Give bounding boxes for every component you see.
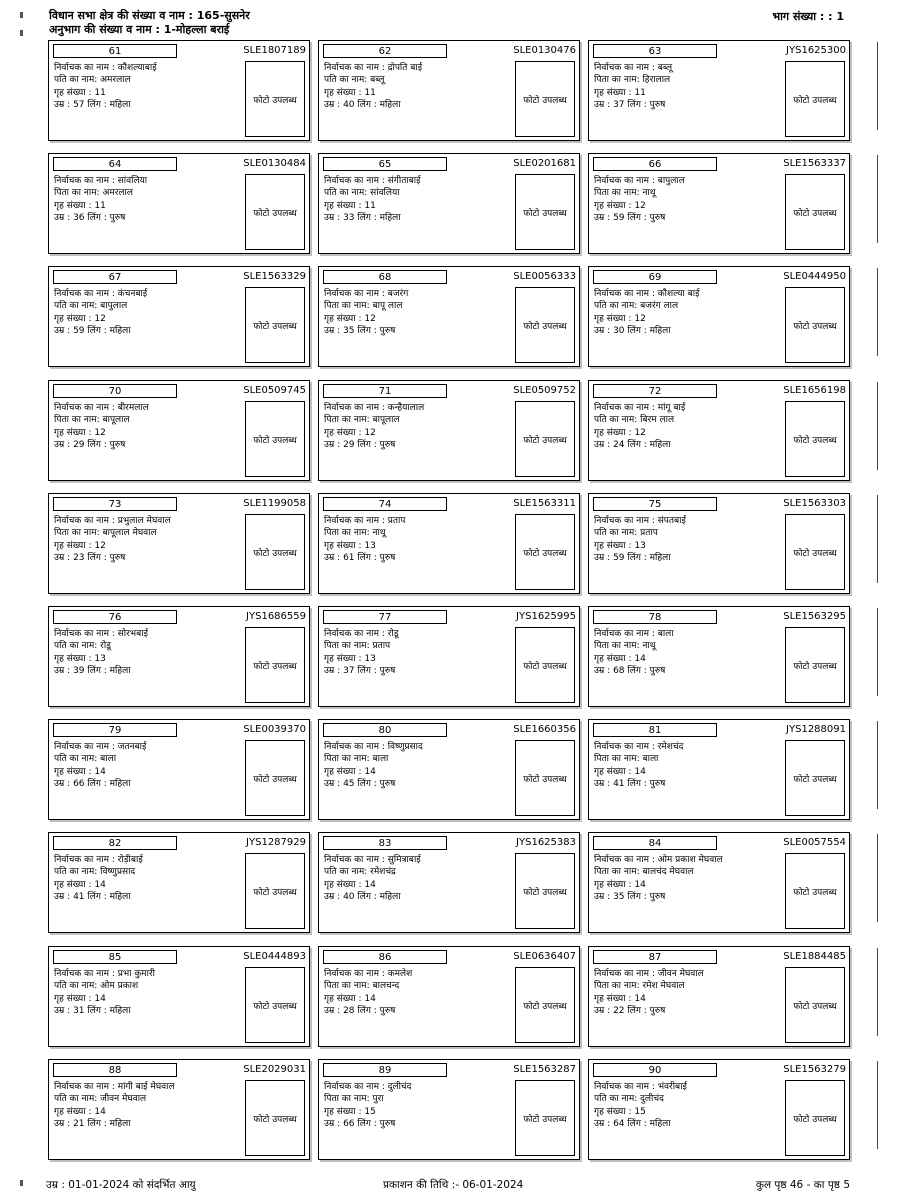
voter-card	[48, 606, 310, 707]
voter-details	[324, 402, 424, 451]
voter-name: निर्वाचक का नाम : मांगू बाई	[594, 403, 686, 413]
relation-name: पिता का नाम: बालचन्द	[324, 981, 400, 992]
voter-name: निर्वाचक का नाम : रोड़ीबाई	[54, 855, 143, 865]
voter-serial-number: 62	[323, 44, 447, 58]
photo-placeholder: फोटो उपलब्ध	[785, 514, 845, 590]
voter-details	[54, 854, 143, 903]
voter-card	[48, 493, 310, 594]
voter-details	[324, 854, 421, 903]
voter-details	[324, 288, 408, 337]
voter-serial-number: 81	[593, 723, 717, 737]
voter-serial-number: 64	[53, 157, 177, 171]
voter-card	[48, 719, 310, 820]
house-number: गृह संख्या : 13	[54, 653, 106, 664]
voter-details	[54, 968, 155, 1017]
age-gender: उम्र : 40 लिंग : महिला	[324, 99, 401, 110]
voter-serial-number: 75	[593, 497, 717, 511]
relation-name: पिता का नाम: नाथू	[594, 641, 656, 652]
relation-name: पिता का नाम: नाथू	[324, 528, 386, 539]
voter-details	[324, 628, 399, 677]
voter-epic-id: SLE2029031	[243, 1064, 306, 1075]
house-number: गृह संख्या : 11	[594, 87, 646, 98]
voter-serial-number: 67	[53, 270, 177, 284]
voter-name: निर्वाचक का नाम : प्रताप	[324, 516, 406, 526]
house-number: गृह संख्या : 14	[54, 879, 106, 890]
house-number: गृह संख्या : 14	[594, 653, 646, 664]
voter-epic-id: JYS1625300	[786, 45, 846, 56]
age-gender: उम्र : 29 लिंग : पुरुष	[324, 439, 396, 450]
voter-name: निर्वाचक का नाम : बीरमलाल	[54, 403, 149, 413]
relation-name: पिता का नाम: पुरा	[324, 1094, 384, 1105]
relation-name: पति का नाम: बब्लू	[324, 75, 385, 86]
house-number: गृह संख्या : 14	[54, 766, 106, 777]
voter-serial-number: 66	[593, 157, 717, 171]
age-gender: उम्र : 68 लिंग : पुरुष	[594, 665, 666, 676]
voter-card	[588, 946, 850, 1047]
photo-placeholder: फोटो उपलब्ध	[785, 967, 845, 1043]
voter-details	[594, 175, 685, 224]
house-number: गृह संख्या : 12	[54, 313, 106, 324]
age-gender: उम्र : 23 लिंग : पुरुष	[54, 552, 126, 563]
photo-placeholder: फोटो उपलब्ध	[245, 514, 305, 590]
voter-card	[318, 153, 580, 254]
edge-tick	[877, 1061, 878, 1149]
house-number: गृह संख्या : 14	[324, 993, 376, 1004]
voter-card	[48, 266, 310, 367]
voter-name: निर्वाचक का नाम : कौशल्या बाई	[594, 289, 700, 299]
relation-name: पति का नाम: बाला	[54, 754, 117, 765]
edge-tick	[877, 834, 878, 922]
voter-epic-id: SLE1563295	[783, 611, 846, 622]
voter-serial-number: 89	[323, 1063, 447, 1077]
voter-details	[324, 1081, 411, 1130]
voter-name: निर्वाचक का नाम : बापुलाल	[594, 176, 685, 186]
relation-name: पति का नाम: बापुलाल	[54, 301, 128, 312]
voter-name: निर्वाचक का नाम : बाला	[594, 629, 674, 639]
voter-card	[588, 493, 850, 594]
relation-name: पिता का नाम: बाला	[324, 754, 389, 765]
age-gender: उम्र : 30 लिंग : महिला	[594, 325, 671, 336]
photo-placeholder: फोटो उपलब्ध	[785, 287, 845, 363]
voter-details	[54, 741, 146, 790]
voter-serial-number: 69	[593, 270, 717, 284]
photo-placeholder: फोटो उपलब्ध	[785, 174, 845, 250]
edge-tick	[877, 268, 878, 356]
voter-details	[324, 968, 412, 1017]
edge-tick	[877, 42, 878, 130]
voter-epic-id: JYS1625995	[516, 611, 576, 622]
relation-name: पति का नाम: रोडू	[54, 641, 111, 652]
house-number: गृह संख्या : 11	[324, 87, 376, 98]
edge-tick	[877, 382, 878, 470]
voter-card	[588, 1059, 850, 1160]
house-number: गृह संख्या : 12	[54, 427, 106, 438]
relation-name: पति का नाम: सांवलिया	[324, 188, 400, 199]
relation-name: पति का नाम: दुलीचंद	[594, 1094, 664, 1105]
photo-placeholder: फोटो उपलब्ध	[515, 514, 575, 590]
photo-placeholder: फोटो उपलब्ध	[785, 627, 845, 703]
voter-name: निर्वाचक का नाम : रोडू	[324, 629, 399, 639]
voter-name: निर्वाचक का नाम : जीवन मेघवाल	[594, 969, 704, 979]
voter-serial-number: 90	[593, 1063, 717, 1077]
age-gender: उम्र : 37 लिंग : पुरुष	[324, 665, 396, 676]
voter-name: निर्वाचक का नाम : कौशल्याबाई	[54, 63, 157, 73]
house-number: गृह संख्या : 14	[324, 879, 376, 890]
house-number: गृह संख्या : 15	[594, 1106, 646, 1117]
voter-epic-id: SLE0509752	[513, 385, 576, 396]
voter-card	[48, 380, 310, 481]
voter-serial-number: 68	[323, 270, 447, 284]
age-gender: उम्र : 24 लिंग : महिला	[594, 439, 671, 450]
voter-name: निर्वाचक का नाम : मांगी बाई मेघवाल	[54, 1082, 175, 1092]
age-gender: उम्र : 59 लिंग : महिला	[594, 552, 671, 563]
edge-tick	[877, 155, 878, 243]
voter-name: निर्वाचक का नाम : कंचनबाई	[54, 289, 148, 299]
page-count: कुल पृष्ठ 46 - का पृष्ठ 5	[755, 1179, 850, 1191]
age-gender: उम्र : 66 लिंग : पुरुष	[324, 1118, 396, 1129]
voter-card	[588, 380, 850, 481]
voter-serial-number: 77	[323, 610, 447, 624]
voter-serial-number: 80	[323, 723, 447, 737]
house-number: गृह संख्या : 12	[594, 313, 646, 324]
publish-date: प्रकाशन की तिथि :- 06-01-2024	[383, 1179, 524, 1191]
voter-epic-id: SLE1884485	[783, 951, 846, 962]
photo-placeholder: फोटो उपलब्ध	[515, 1080, 575, 1156]
age-gender: उम्र : 36 लिंग : पुरुष	[54, 212, 126, 223]
constituency-title: विधान सभा क्षेत्र की संख्या व नाम : 165-सुसनेर	[49, 9, 250, 22]
photo-placeholder: फोटो उपलब्ध	[515, 740, 575, 816]
relation-name: पति का नाम: अमरलाल	[54, 75, 131, 86]
photo-placeholder: फोटो उपलब्ध	[245, 1080, 305, 1156]
voter-serial-number: 74	[323, 497, 447, 511]
age-gender: उम्र : 21 लिंग : महिला	[54, 1118, 131, 1129]
relation-name: पिता का नाम: बापूलाल	[324, 415, 400, 426]
voter-epic-id: SLE0056333	[513, 271, 576, 282]
age-gender: उम्र : 35 लिंग : पुरुष	[594, 891, 666, 902]
photo-placeholder: फोटो उपलब्ध	[785, 401, 845, 477]
voter-details	[594, 628, 674, 677]
edge-mark	[20, 1180, 23, 1186]
voter-epic-id: JYS1287929	[246, 837, 306, 848]
age-gender: उम्र : 57 लिंग : महिला	[54, 99, 131, 110]
house-number: गृह संख्या : 14	[54, 1106, 106, 1117]
voter-name: निर्वाचक का नाम : सुमित्राबाई	[324, 855, 421, 865]
voter-name: निर्वाचक का नाम : विष्णुप्रसाद	[324, 742, 423, 752]
house-number: गृह संख्या : 11	[54, 87, 106, 98]
voter-epic-id: SLE0130484	[243, 158, 306, 169]
relation-name: पति का नाम: ओम प्रकाश	[54, 981, 139, 992]
age-gender: उम्र : 66 लिंग : महिला	[54, 778, 131, 789]
voter-card	[318, 266, 580, 367]
photo-placeholder: फोटो उपलब्ध	[785, 853, 845, 929]
voter-epic-id: SLE0444893	[243, 951, 306, 962]
age-gender: उम्र : 39 लिंग : महिला	[54, 665, 131, 676]
photo-placeholder: फोटो उपलब्ध	[245, 401, 305, 477]
voter-epic-id: SLE1563279	[783, 1064, 846, 1075]
age-gender: उम्र : 40 लिंग : महिला	[324, 891, 401, 902]
house-number: गृह संख्या : 13	[594, 540, 646, 551]
edge-mark	[20, 12, 23, 18]
photo-placeholder: फोटो उपलब्ध	[515, 853, 575, 929]
relation-name: पिता का नाम: रमेश मेघवाल	[594, 981, 685, 992]
age-gender: उम्र : 45 लिंग : पुरुष	[324, 778, 396, 789]
voter-details	[594, 402, 685, 451]
voter-card	[318, 380, 580, 481]
house-number: गृह संख्या : 14	[54, 993, 106, 1004]
house-number: गृह संख्या : 14	[594, 879, 646, 890]
house-number: गृह संख्या : 12	[324, 313, 376, 324]
house-number: गृह संख्या : 14	[594, 766, 646, 777]
voter-details	[594, 515, 686, 564]
voter-epic-id: SLE1563287	[513, 1064, 576, 1075]
voter-card	[318, 1059, 580, 1160]
voter-details	[594, 1081, 687, 1130]
age-gender: उम्र : 59 लिंग : महिला	[54, 325, 131, 336]
voter-details	[594, 288, 700, 337]
photo-placeholder: फोटो उपलब्ध	[785, 740, 845, 816]
age-gender: उम्र : 41 लिंग : महिला	[54, 891, 131, 902]
photo-placeholder: फोटो उपलब्ध	[515, 967, 575, 1043]
house-number: गृह संख्या : 14	[594, 993, 646, 1004]
relation-name: पिता का नाम: प्रताप	[324, 641, 391, 652]
house-number: गृह संख्या : 11	[324, 200, 376, 211]
voter-card	[588, 606, 850, 707]
age-gender: उम्र : 33 लिंग : महिला	[324, 212, 401, 223]
voter-serial-number: 76	[53, 610, 177, 624]
voter-card	[588, 40, 850, 141]
voter-epic-id: SLE0039370	[243, 724, 306, 735]
relation-name: पिता का नाम: बालचंद मेघवाल	[594, 867, 694, 878]
photo-placeholder: फोटो उपलब्ध	[245, 740, 305, 816]
voter-name: निर्वाचक का नाम : सांवलिया	[54, 176, 148, 186]
voter-card	[588, 153, 850, 254]
age-gender: उम्र : 31 लिंग : महिला	[54, 1005, 131, 1016]
age-gender: उम्र : 41 लिंग : पुरुष	[594, 778, 666, 789]
photo-placeholder: फोटो उपलब्ध	[245, 967, 305, 1043]
voter-epic-id: SLE1807189	[243, 45, 306, 56]
voter-details	[324, 515, 405, 564]
voter-card	[588, 832, 850, 933]
voter-epic-id: JYS1625383	[516, 837, 576, 848]
photo-placeholder: फोटो उपलब्ध	[245, 174, 305, 250]
house-number: गृह संख्या : 12	[324, 427, 376, 438]
voter-serial-number: 73	[53, 497, 177, 511]
photo-placeholder: फोटो उपलब्ध	[785, 61, 845, 137]
voter-serial-number: 78	[593, 610, 717, 624]
page-header	[49, 9, 250, 37]
voter-epic-id: SLE0444950	[783, 271, 846, 282]
edge-mark	[20, 30, 23, 36]
voter-name: निर्वाचक का नाम : कन्हैयालाल	[324, 403, 425, 413]
voter-serial-number: 61	[53, 44, 177, 58]
voter-serial-number: 70	[53, 384, 177, 398]
photo-placeholder: फोटो उपलब्ध	[245, 853, 305, 929]
voter-details	[594, 968, 704, 1017]
voter-details	[54, 402, 149, 451]
part-number: भाग संख्या : : 1	[772, 10, 844, 23]
relation-name: पति का नाम: बजरंग लाल	[594, 301, 679, 312]
voter-details	[54, 62, 157, 111]
voter-epic-id: JYS1288091	[786, 724, 846, 735]
relation-name: पिता का नाम: अमरलाल	[54, 188, 133, 199]
voter-epic-id: SLE1563311	[513, 498, 576, 509]
relation-name: पिता का नाम: नाथू	[594, 188, 656, 199]
relation-name: पति का नाम: रमेशचंद्र	[324, 867, 396, 878]
age-gender: उम्र : 59 लिंग : पुरुष	[594, 212, 666, 223]
voter-card	[318, 719, 580, 820]
photo-placeholder: फोटो उपलब्ध	[245, 287, 305, 363]
voter-serial-number: 79	[53, 723, 177, 737]
voter-epic-id: SLE0201681	[513, 158, 576, 169]
voter-epic-id: SLE1563329	[243, 271, 306, 282]
voter-epic-id: JYS1686559	[246, 611, 306, 622]
photo-placeholder: फोटो उपलब्ध	[515, 174, 575, 250]
relation-name: पिता का नाम: बाला	[594, 754, 659, 765]
voter-name: निर्वाचक का नाम : भंवरीबाई	[594, 1082, 687, 1092]
voter-card	[318, 606, 580, 707]
edge-tick	[877, 721, 878, 809]
voter-details	[594, 854, 723, 903]
relation-name: पति का नाम: विष्णुप्रसाद	[54, 867, 136, 878]
relation-name: पिता का नाम: बापूलाल	[54, 415, 130, 426]
photo-placeholder: फोटो उपलब्ध	[515, 287, 575, 363]
relation-name: पति का नाम: जीवन मेघवाल	[54, 1094, 147, 1105]
relation-name: पति का नाम: प्रताप	[594, 528, 658, 539]
voter-name: निर्वाचक का नाम : द्रोपति बाई	[324, 63, 423, 73]
voter-details	[54, 515, 171, 564]
relation-name: पिता का नाम: हिरालाल	[594, 75, 671, 86]
voter-serial-number: 72	[593, 384, 717, 398]
relation-name: पिता का नाम: बापूलाल मेघवाल	[54, 528, 157, 539]
photo-placeholder: फोटो उपलब्ध	[515, 61, 575, 137]
voter-epic-id: SLE1563303	[783, 498, 846, 509]
voter-name: निर्वाचक का नाम : जतनबाई	[54, 742, 147, 752]
section-title: अनुभाग की संख्या व नाम : 1-मोहल्ला बराई	[49, 23, 230, 36]
house-number: गृह संख्या : 12	[54, 540, 106, 551]
voter-epic-id: SLE1660356	[513, 724, 576, 735]
voter-name: निर्वाचक का नाम : संपतबाई	[594, 516, 686, 526]
voter-name: निर्वाचक का नाम : सोरभबाई	[54, 629, 149, 639]
edge-tick	[877, 948, 878, 1036]
voter-serial-number: 71	[323, 384, 447, 398]
voter-card	[48, 1059, 310, 1160]
voter-serial-number: 85	[53, 950, 177, 964]
photo-placeholder: फोटो उपलब्ध	[515, 627, 575, 703]
voter-epic-id: SLE0636407	[513, 951, 576, 962]
edge-tick	[877, 495, 878, 583]
age-gender: उम्र : 22 लिंग : पुरुष	[594, 1005, 666, 1016]
voter-epic-id: SLE0057554	[783, 837, 846, 848]
voter-name: निर्वाचक का नाम : प्रभा कुमारी	[54, 969, 155, 979]
house-number: गृह संख्या : 14	[324, 766, 376, 777]
voter-name: निर्वाचक का नाम : संगीताबाई	[324, 176, 421, 186]
age-reference-note: उम्र : 01-01-2024 को संदर्भित आयु	[46, 1179, 196, 1191]
photo-placeholder: फोटो उपलब्ध	[515, 401, 575, 477]
age-gender: उम्र : 37 लिंग : पुरुष	[594, 99, 666, 110]
voter-details	[594, 62, 672, 111]
voter-epic-id: SLE0509745	[243, 385, 306, 396]
voter-name: निर्वाचक का नाम : कमलेश	[324, 969, 413, 979]
voter-name: निर्वाचक का नाम : दुलीचंद	[324, 1082, 412, 1092]
house-number: गृह संख्या : 12	[594, 427, 646, 438]
house-number: गृह संख्या : 15	[324, 1106, 376, 1117]
voter-details	[594, 741, 683, 790]
voter-details	[54, 628, 148, 677]
voter-epic-id: SLE1656198	[783, 385, 846, 396]
voter-card	[318, 832, 580, 933]
voter-name: निर्वाचक का नाम : बजरंग	[324, 289, 409, 299]
edge-tick	[877, 608, 878, 696]
voter-details	[54, 1081, 175, 1130]
voter-name: निर्वाचक का नाम : प्रभुलाल मेघवाल	[54, 516, 171, 526]
photo-placeholder: फोटो उपलब्ध	[245, 627, 305, 703]
voter-card	[48, 153, 310, 254]
voter-card	[48, 40, 310, 141]
voter-card	[588, 719, 850, 820]
voter-card	[318, 493, 580, 594]
voter-card	[318, 946, 580, 1047]
voter-epic-id: SLE1563337	[783, 158, 846, 169]
voter-serial-number: 63	[593, 44, 717, 58]
voter-name: निर्वाचक का नाम : बब्लू	[594, 63, 673, 73]
age-gender: उम्र : 61 लिंग : पुरुष	[324, 552, 396, 563]
house-number: गृह संख्या : 13	[324, 540, 376, 551]
voter-epic-id: SLE1199058	[243, 498, 306, 509]
voter-name: निर्वाचक का नाम : ओम प्रकाश मेघवाल	[594, 855, 723, 865]
photo-placeholder: फोटो उपलब्ध	[245, 61, 305, 137]
voter-serial-number: 82	[53, 836, 177, 850]
house-number: गृह संख्या : 11	[54, 200, 106, 211]
voter-serial-number: 84	[593, 836, 717, 850]
voter-card	[48, 946, 310, 1047]
photo-placeholder: फोटो उपलब्ध	[785, 1080, 845, 1156]
age-gender: उम्र : 28 लिंग : पुरुष	[324, 1005, 396, 1016]
voter-serial-number: 83	[323, 836, 447, 850]
voter-details	[324, 741, 423, 790]
voter-serial-number: 86	[323, 950, 447, 964]
voter-serial-number: 87	[593, 950, 717, 964]
house-number: गृह संख्या : 12	[594, 200, 646, 211]
voter-card	[48, 832, 310, 933]
house-number: गृह संख्या : 13	[324, 653, 376, 664]
voter-details	[54, 288, 147, 337]
voter-details	[324, 175, 421, 224]
relation-name: पिता का नाम: बापू लाल	[324, 301, 403, 312]
voter-epic-id: SLE0130476	[513, 45, 576, 56]
age-gender: उम्र : 35 लिंग : पुरुष	[324, 325, 396, 336]
age-gender: उम्र : 29 लिंग : पुरुष	[54, 439, 126, 450]
voter-card	[318, 40, 580, 141]
voter-details	[54, 175, 147, 224]
voter-details	[324, 62, 422, 111]
voter-serial-number: 65	[323, 157, 447, 171]
age-gender: उम्र : 64 लिंग : महिला	[594, 1118, 671, 1129]
voter-name: निर्वाचक का नाम : रमेशचंद	[594, 742, 684, 752]
voter-serial-number: 88	[53, 1063, 177, 1077]
relation-name: पति का नाम: बिरम लाल	[594, 415, 675, 426]
voter-card	[588, 266, 850, 367]
